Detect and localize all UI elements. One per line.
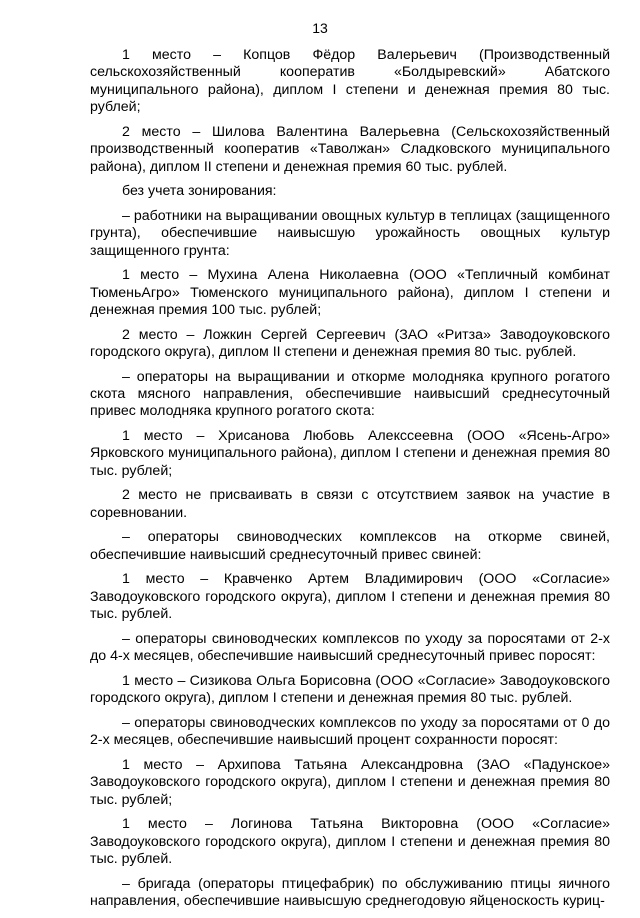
paragraph-5: 1 место – Мухина Алена Николаевна (ООО «Тепличный комбинат ТюменьАгро» Тюменского муниципального района), диплом I степени и денежная премия 100 тыс. рублей; bbox=[90, 267, 610, 319]
paragraph-3: без учета зонирования: bbox=[122, 183, 277, 200]
page-number: 13 bbox=[312, 20, 328, 36]
paragraph-7: – операторы на выращивании и откорме молодняка крупного рогатого скота мясного направления, обеспечившие наивысший среднесуточный привес молодняка крупного рогатого скота: bbox=[90, 368, 610, 420]
paragraph-17: – бригада (операторы птицефабрик) по обслуживанию птицы яичного направления, обеспечившие наивысшую среднегодовую яйценоскость куриц- bbox=[90, 875, 610, 910]
paragraph-14: – операторы свиноводческих комплексов по уходу за поросятами от 0 до 2-х месяцев, обеспечившие наивысший процент сохранности поросят: bbox=[90, 714, 610, 749]
paragraph-9: 2 место не присваивать в связи с отсутствием заявок на участие в соревновании. bbox=[90, 487, 610, 521]
paragraph-13: 1 место – Сизикова Ольга Борисовна (ООО «Согласие» Заводоуковского городского округа), диплом I степени и денежная премия 80 тыс. рублей. bbox=[90, 672, 610, 707]
paragraph-12: – операторы свиноводческих комплексов по уходу за поросятами от 2-х до 4-х месяцев, обеспечившие наивысший среднесуточный привес поросят: bbox=[90, 630, 610, 665]
paragraph-16: 1 место – Логинова Татьяна Викторовна (ООО «Согласие» Заводоуковского городского округа), диплом I степени и денежная премия 80 тыс. рублей. bbox=[90, 816, 610, 868]
paragraph-11: 1 место – Кравченко Артем Владимирович (ООО «Согласие» Заводоуковского городского округа), диплом I степени и денежная премия 80 тыс. рублей. bbox=[90, 571, 610, 623]
paragraph-6: 2 место – Ложкин Сергей Сергеевич (ЗАО «Ритза» Заводоуковского городского округа), диплом II степени и денежная премия 80 тыс. рублей. bbox=[90, 326, 610, 361]
paragraph-1: 1 место – Копцов Фёдор Валерьевич (Производственный сельскохозяйственный кооператив «Болдыревский» Абатского муниципального района), диплом I степени и денежная премия 80 тыс. рублей; bbox=[90, 47, 610, 116]
paragraph-2: 2 место – Шилова Валентина Валерьевна (Сельскохозяйственный производственный кооператив «Таволжан» Сладковского муниципального района), диплом II степени и денежная премия 60 тыс. рублей. bbox=[90, 123, 610, 175]
paragraph-10: – операторы свиноводческих комплексов на откорме свиней, обеспечившие наивысший среднесуточный привес свиней: bbox=[90, 529, 610, 563]
paragraph-4: – работники на выращивании овощных культур в теплицах (защищенного грунта), обеспечившие наивысшую урожайность овощных культур защищенного грунта: bbox=[90, 207, 610, 259]
paragraph-15: 1 место – Архипова Татьяна Александровна (ЗАО «Падунское» Заводоуковского городского округа), диплом I степени и денежная премия 80 тыс. рублей; bbox=[90, 756, 610, 808]
paragraph-8: 1 место – Хрисанова Любовь Алекссеевна (ООО «Ясень-Агро» Ярковского муниципального района), диплом I степени и денежная премия 80 тыс. рублей; bbox=[90, 428, 610, 479]
document-body bbox=[90, 47, 610, 918]
